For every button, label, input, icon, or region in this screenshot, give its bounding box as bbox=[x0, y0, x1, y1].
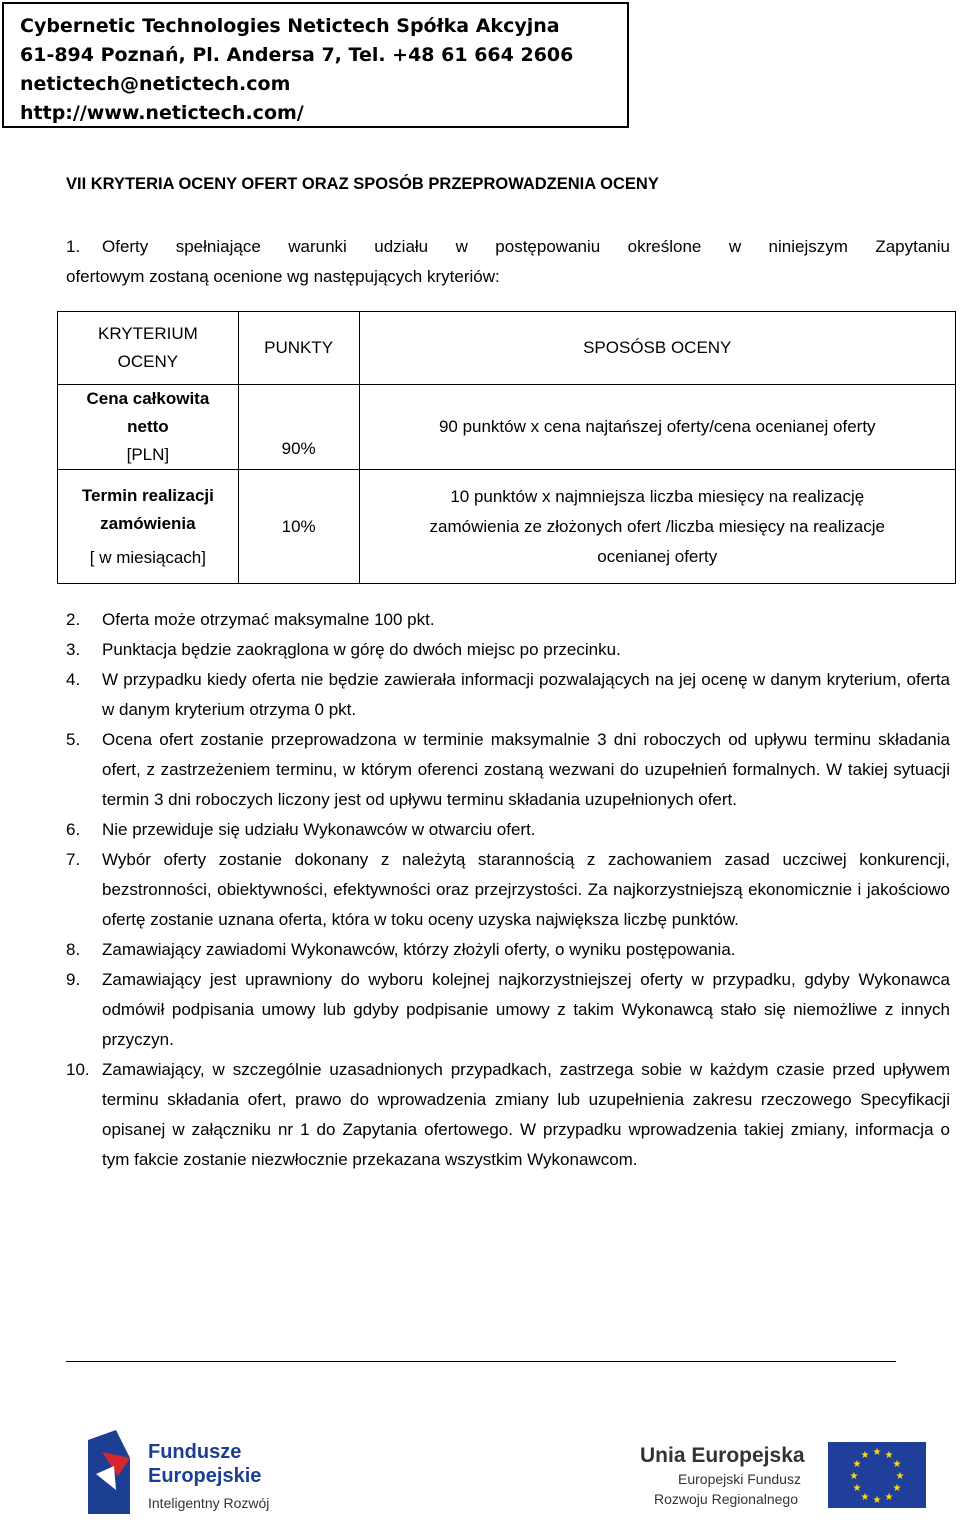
criterion-unit: [PLN] bbox=[126, 445, 170, 464]
list-item-number: 9. bbox=[66, 970, 81, 989]
list-item bbox=[66, 635, 950, 665]
logo-ue-line1: Unia Europejska bbox=[640, 1444, 805, 1467]
company-website[interactable]: http://www.netictech.com/ bbox=[20, 102, 304, 124]
logo-fe-line1: Fundusze bbox=[148, 1441, 242, 1463]
svg-text:★: ★ bbox=[852, 1483, 862, 1494]
company-address: 61-894 Poznań, Pl. Andersa 7, Tel. +48 61 664 2606 bbox=[20, 44, 574, 66]
svg-text:★: ★ bbox=[852, 1459, 862, 1470]
header-criterion-label: KRYTERIUM OCENY bbox=[97, 324, 198, 371]
list-item-number: 7. bbox=[66, 850, 81, 869]
svg-text:★: ★ bbox=[884, 1492, 894, 1503]
list-item-number: 6. bbox=[66, 820, 81, 839]
header-points-label: PUNKTY bbox=[264, 338, 334, 357]
points-cell bbox=[238, 470, 359, 584]
list-item bbox=[66, 605, 950, 635]
logo-ue-line2: Europejski Fundusz bbox=[678, 1471, 801, 1487]
criterion-name: Cena całkowita netto bbox=[86, 389, 210, 436]
list-item-text: Zamawiający zawiadomi Wykonawców, którzy złożyli oferty, o wyniku postępowania. bbox=[102, 940, 736, 959]
list-item bbox=[66, 935, 950, 965]
list-item bbox=[66, 845, 950, 935]
footer-separator bbox=[66, 1361, 896, 1362]
header-method bbox=[359, 312, 956, 385]
logo-fe-line2: Europejskie bbox=[148, 1465, 262, 1487]
list-item bbox=[66, 1055, 950, 1175]
points-value: 10% bbox=[281, 516, 316, 536]
list-item-number: 4. bbox=[66, 670, 81, 689]
criterion-unit: [ w miesiącach] bbox=[89, 547, 206, 567]
list-item-text: Wybór oferty zostanie dokonany z należytą starannością z zachowaniem zasad uczciwej konkurencji, bezstronności, obiektywności, efektywności oraz przejrzystości. Za najkorzystniejszą ekonomicznie i jakościowo ofertę zostanie uznana oferta, która w toku oceny uzyska największa liczbę punktów. bbox=[102, 850, 950, 929]
unia-europejska-logo bbox=[640, 1440, 930, 1515]
header-criterion bbox=[58, 312, 239, 385]
criterion-cell bbox=[58, 470, 239, 584]
criteria-rules-list bbox=[66, 605, 950, 1175]
fundusze-europejskie-emblem-icon bbox=[88, 1430, 348, 1520]
svg-text:★: ★ bbox=[884, 1450, 894, 1461]
table-row bbox=[58, 470, 956, 584]
unia-europejska-flag-icon bbox=[640, 1440, 930, 1510]
table-row bbox=[58, 385, 956, 470]
list-item-text: W przypadku kiedy oferta nie będzie zawierała informacji pozwalających na jej ocenę w danym kryterium, oferta w danym kryterium otrzyma 0 pkt. bbox=[102, 670, 950, 719]
svg-text:★: ★ bbox=[892, 1459, 902, 1470]
svg-text:★: ★ bbox=[860, 1450, 870, 1461]
list-item bbox=[66, 815, 950, 845]
method-cell bbox=[359, 470, 956, 584]
svg-text:★: ★ bbox=[892, 1483, 902, 1494]
list-item-number: 8. bbox=[66, 940, 81, 959]
intro-text-line2: ofertowym zostaną ocenione wg następujących kryteriów: bbox=[66, 267, 500, 286]
list-item-text: Oferta może otrzymać maksymalne 100 pkt. bbox=[102, 610, 435, 629]
list-item-number: 5. bbox=[66, 730, 81, 749]
points-value: 90% bbox=[281, 439, 316, 458]
header-method-label: SPOSÓSB OCENY bbox=[583, 338, 732, 357]
criteria-table bbox=[57, 311, 956, 584]
method-text: 90 punktów x cena najtańszej oferty/cena ocenianej oferty bbox=[438, 417, 876, 436]
list-item-number: 2. bbox=[66, 610, 81, 629]
company-name: Cybernetic Technologies Netictech Spółka Akcyjna bbox=[20, 15, 560, 37]
list-item-text: Zamawiający jest uprawniony do wyboru kolejnej najkorzystniejszej oferty w przypadku, gdyby Wykonawca odmówił podpisania umowy lub gdyby podpisanie umowy z takim Wykonawcą stało się niemożliwe z innych przyczyn. bbox=[102, 970, 950, 1049]
svg-text:★: ★ bbox=[872, 1495, 882, 1506]
svg-text:★: ★ bbox=[872, 1447, 882, 1458]
list-item-number: 3. bbox=[66, 640, 81, 659]
logo-ue-line3: Rozwoju Regionalnego bbox=[654, 1491, 798, 1507]
list-item-text: Nie przewiduje się udziału Wykonawców w otwarciu ofert. bbox=[102, 820, 536, 839]
intro-number: 1. bbox=[66, 237, 81, 256]
list-item-text: Ocena ofert zostanie przeprowadzona w terminie maksymalnie 3 dni roboczych od upływu terminu składania ofert, z zastrzeżeniem terminu, w którym oferenci zostaną wezwani do uzupełnień formalnych. W takiej sytuacji termin 3 dni roboczych liczony jest od upływu terminu składania uzupełnionych ofert. bbox=[102, 730, 950, 809]
header-points bbox=[238, 312, 359, 385]
intro-text-line1: Oferty spełniające warunki udziału w postępowaniu określone w niniejszym Zapytaniu bbox=[102, 237, 950, 256]
svg-text:★: ★ bbox=[895, 1471, 905, 1482]
company-header bbox=[2, 2, 629, 128]
svg-text:★: ★ bbox=[860, 1492, 870, 1503]
points-cell bbox=[238, 385, 359, 470]
list-item-text: Zamawiający, w szczególnie uzasadnionych przypadkach, zastrzega sobie w każdym czasie przed upływem terminu składania ofert, prawo do wprowadzenia zmiany lub uzupełnienia zakresu rzeczowego Specyfikacji opisanej w załączniku nr 1 do Zapytania ofertowego. W przypadku wprowadzenia takiej zmiany, informacja o tym fakcie zostanie niezwłocznie przekazana wszystkim Wykonawcom. bbox=[102, 1060, 950, 1169]
svg-text:★: ★ bbox=[849, 1471, 859, 1482]
list-item-number: 10. bbox=[66, 1060, 90, 1079]
criterion-name: Termin realizacji zamówienia bbox=[81, 485, 214, 533]
intro-paragraph bbox=[66, 232, 950, 292]
fundusze-europejskie-logo bbox=[88, 1430, 348, 1525]
section-title: VII KRYTERIA OCENY OFERT ORAZ SPOSÓB PRZEPROWADZENIA OCENY bbox=[66, 175, 659, 193]
list-item bbox=[66, 725, 950, 815]
list-item-text: Punktacja będzie zaokrąglona w górę do dwóch miejsc po przecinku. bbox=[102, 640, 621, 659]
list-item bbox=[66, 665, 950, 725]
method-text: 10 punktów x najmniejsza liczba miesięcy na realizację zamówienia ze złożonych ofert /liczba miesięcy na realizacje ocenianej oferty bbox=[429, 486, 885, 566]
criteria-table-header bbox=[58, 312, 956, 385]
method-cell bbox=[359, 385, 956, 470]
logo-fe-line3: Inteligentny Rozwój bbox=[148, 1495, 270, 1511]
criterion-cell bbox=[58, 385, 239, 470]
company-email[interactable]: netictech@netictech.com bbox=[20, 73, 291, 95]
list-item bbox=[66, 965, 950, 1055]
